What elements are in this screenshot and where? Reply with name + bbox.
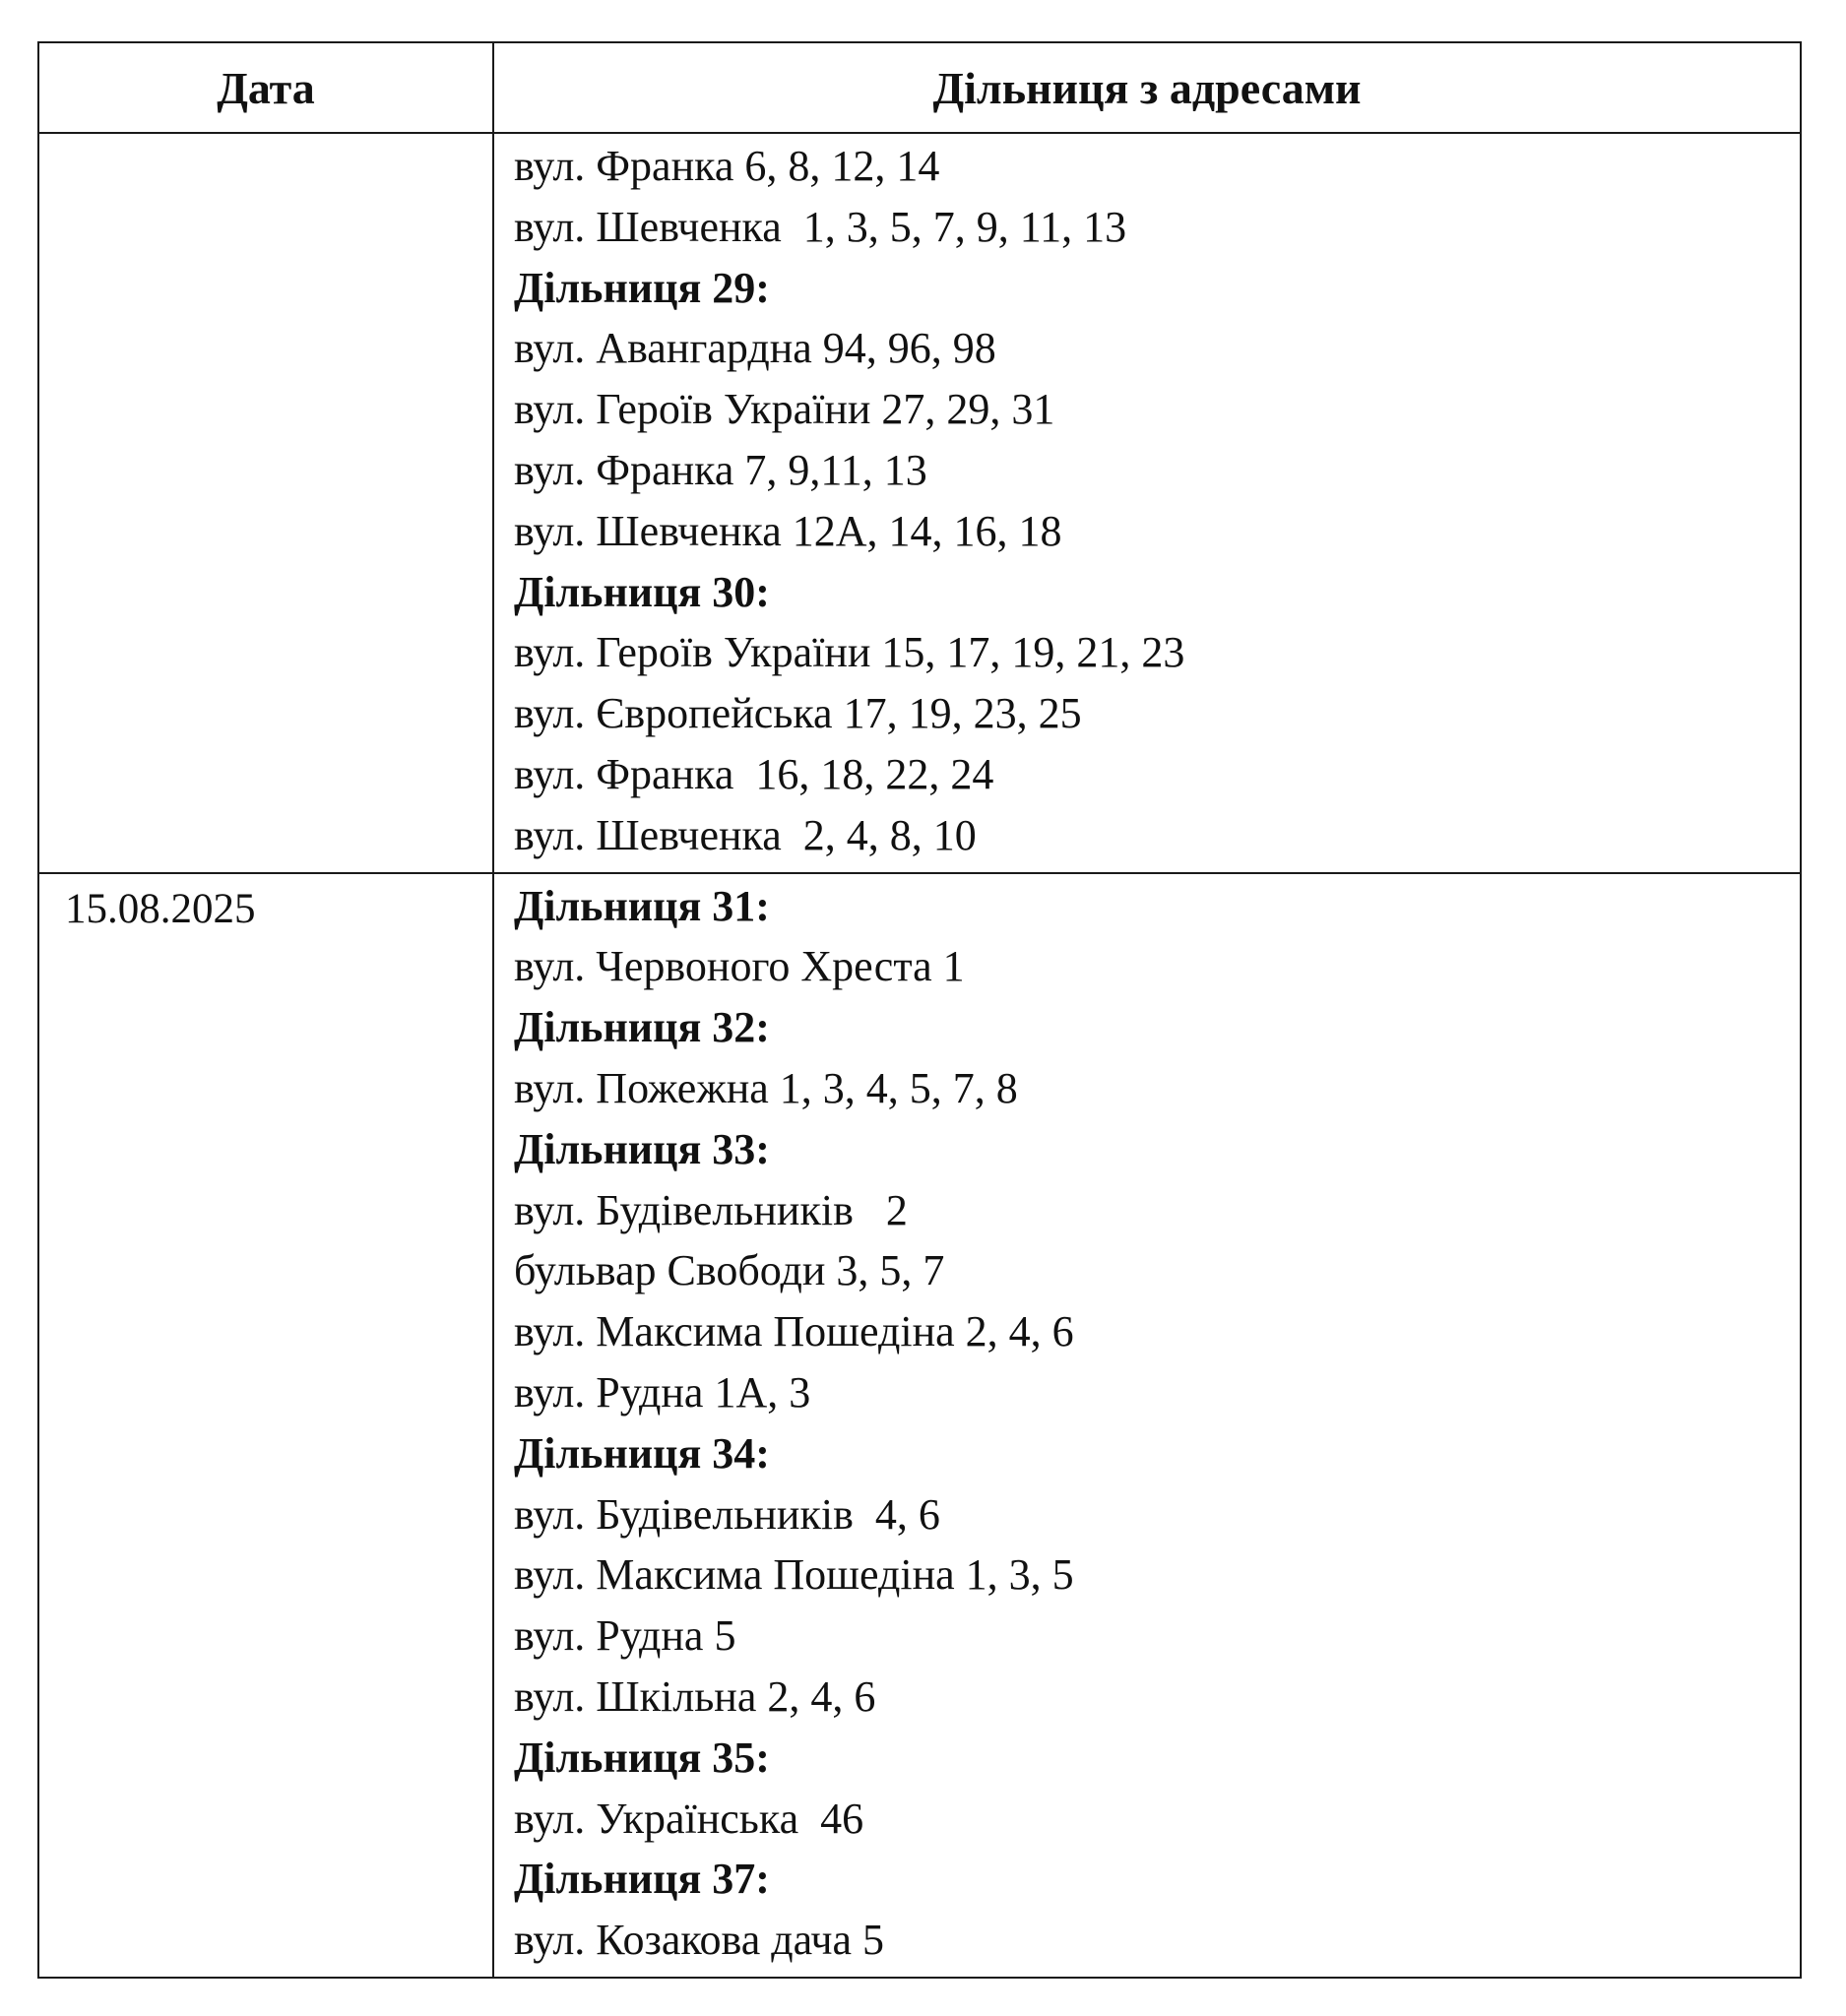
address-line: вул. Будівельників 4, 6 [514, 1489, 940, 1539]
address-line: вул. Героїв України 27, 29, 31 [514, 385, 1055, 434]
address-line: вул. Українська 46 [514, 1794, 864, 1843]
address-line: вул. Червоного Хреста 1 [514, 942, 965, 991]
address-line: вул. Франка 6, 8, 12, 14 [514, 142, 940, 190]
address-line: вул. Рудна 5 [514, 1611, 736, 1661]
address-line: вул. Героїв України 15, 17, 19, 21, 23 [514, 628, 1185, 677]
address-line: бульвар Свободи 3, 5, 7 [514, 1246, 945, 1295]
site-heading: Дільниця 33: [514, 1124, 770, 1173]
site-heading: Дільниця 30: [514, 567, 770, 616]
table-body [38, 133, 1801, 1978]
address-line: вул. Франка 16, 18, 22, 24 [514, 749, 994, 798]
address-line: вул. Максима Пошедіна 2, 4, 6 [514, 1307, 1074, 1356]
address-line: вул. Пожежна 1, 3, 4, 5, 7, 8 [514, 1063, 1018, 1112]
site-heading: Дільниця 34: [514, 1428, 770, 1478]
address-line: вул. Франка 7, 9,11, 13 [514, 445, 927, 494]
address-line: вул. Будівельників 2 [514, 1185, 908, 1234]
site-heading: Дільниця 29: [514, 263, 770, 312]
site-heading: Дільниця 35: [514, 1732, 770, 1782]
address-line: вул. Авангардна 94, 96, 98 [514, 324, 996, 373]
header-row [38, 42, 1801, 133]
date-cell [38, 133, 493, 873]
site-heading: Дільниця 37: [514, 1855, 770, 1904]
address-line: вул. Шевченка 2, 4, 8, 10 [514, 810, 977, 859]
address-line: вул. Шевченка 12А, 14, 16, 18 [514, 506, 1062, 555]
sites-cell [493, 873, 1801, 1978]
date-cell: 15.08.2025 [38, 873, 493, 1978]
site-heading: Дільниця 32: [514, 1003, 770, 1052]
address-line: вул. Шкільна 2, 4, 6 [514, 1671, 876, 1721]
table-row [38, 873, 1801, 1978]
header-date: Дата [38, 42, 493, 133]
address-line: вул. Рудна 1А, 3 [514, 1367, 811, 1417]
header-sites: Дільниця з адресами [493, 42, 1801, 133]
site-heading: Дільниця 31: [514, 881, 770, 930]
address-line: вул. Шевченка 1, 3, 5, 7, 9, 11, 13 [514, 202, 1127, 251]
address-line: вул. Європейська 17, 19, 23, 25 [514, 689, 1082, 738]
sites-cell [493, 133, 1801, 873]
address-line: вул. Максима Пошедіна 1, 3, 5 [514, 1550, 1074, 1600]
schedule-table [37, 41, 1802, 1979]
address-line: вул. Козакова дача 5 [514, 1916, 885, 1965]
table-row [38, 133, 1801, 873]
